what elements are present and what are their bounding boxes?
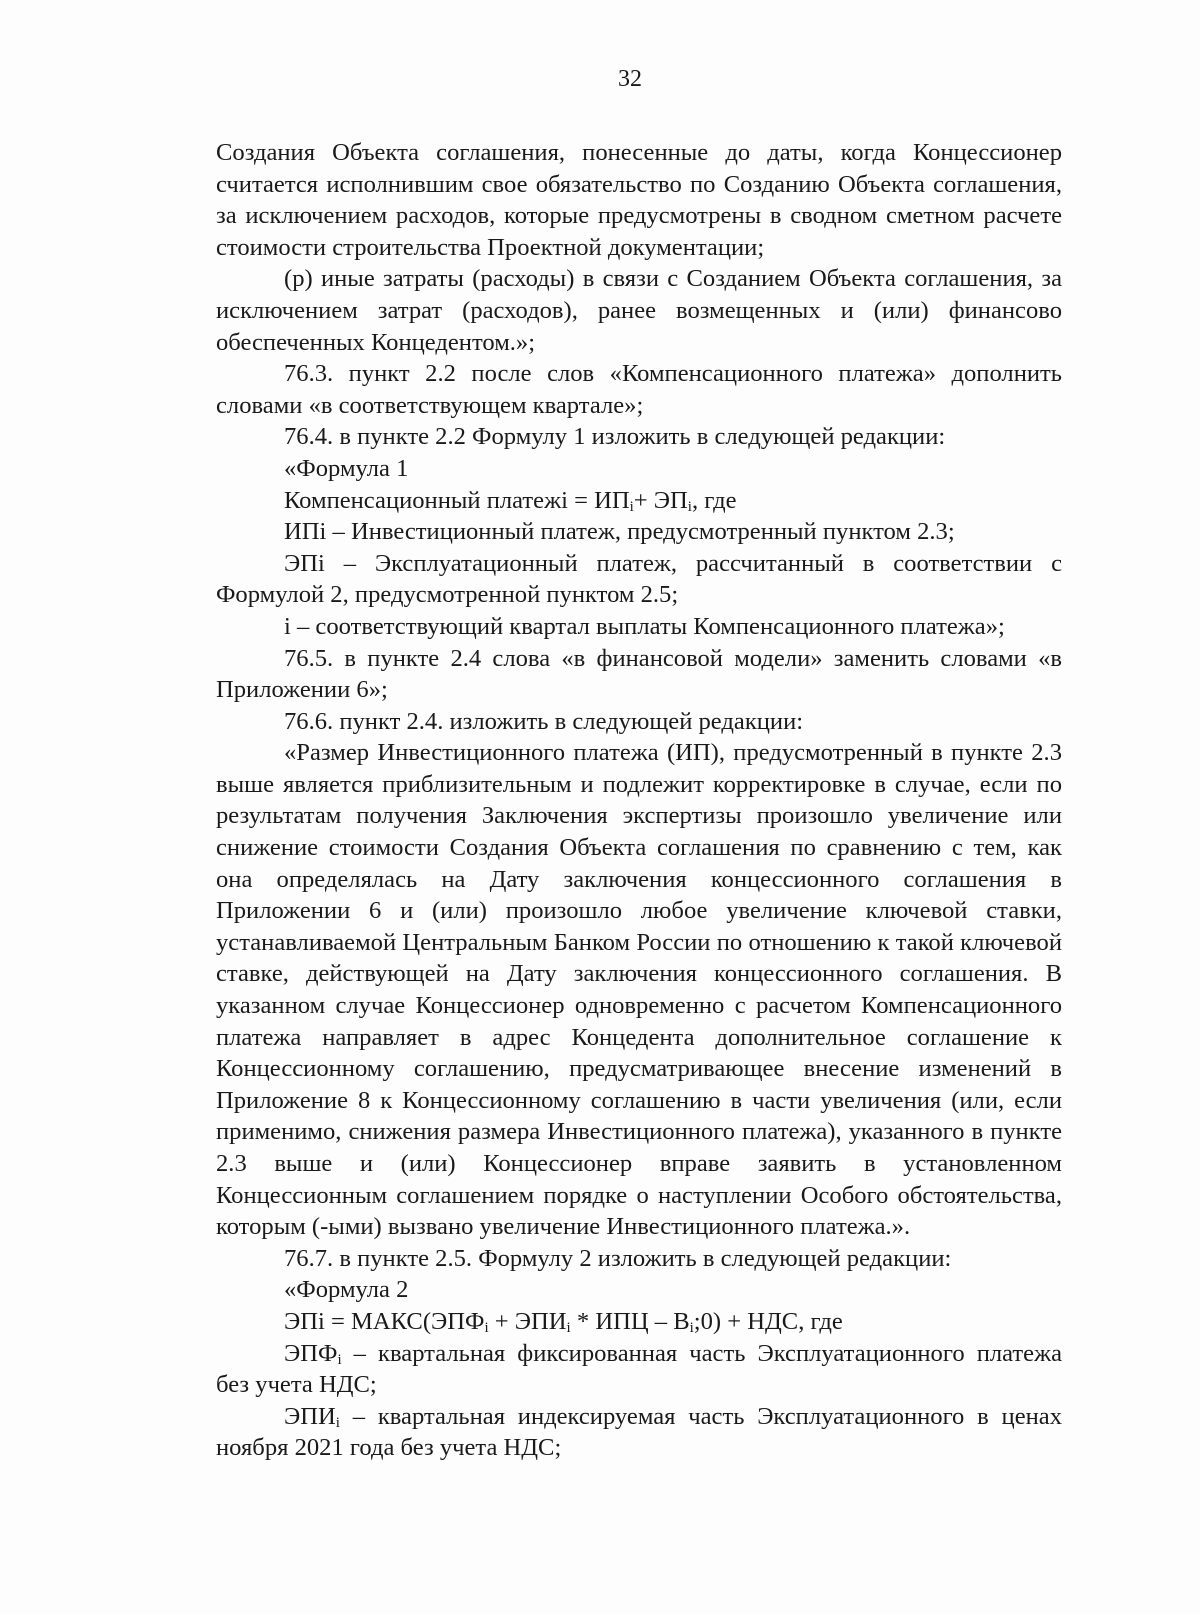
definition-epi [216, 1401, 1062, 1464]
formula-1-part-c: , где [691, 486, 737, 514]
paragraph-76-4: 76.4. в пункте 2.2 Формулу 1 изложить в следующей редакции: [284, 423, 946, 451]
page-number: 32 [618, 66, 642, 92]
formula-1-subscript: i [687, 498, 692, 515]
definition-ep: ЭПi – Эксплуатационный платеж, рассчитанный в соответствии с Формулой 2, предусмотренной пунктом 2.5; [216, 549, 1062, 609]
definition-epf-term: ЭПФ [284, 1339, 338, 1367]
formula-2 [216, 1306, 1062, 1338]
paragraph-76-7: 76.7. в пункте 2.5. Формулу 2 изложить в следующей редакции: [284, 1244, 952, 1272]
formula-1-heading: «Формула 1 [284, 454, 409, 482]
definition-epi-subscript: i [335, 1414, 340, 1431]
formula-2-part-b: + ЭПИ [488, 1307, 567, 1335]
definition-epf [216, 1338, 1062, 1401]
formula-1-subscript: i [629, 498, 634, 515]
paragraph-76-5: 76.5. в пункте 2.4 слова «в финансовой модели» заменить словами «в Приложении 6»; [216, 644, 1062, 704]
formula-2-subscript: i [689, 1319, 694, 1336]
formula-1-part-a: Компенсационный платежi = ИП [284, 486, 630, 514]
formula-2-part-a: ЭПi = МАКС(ЭПФ [284, 1307, 485, 1335]
formula-2-subscript: i [566, 1319, 571, 1336]
paragraph-investment-payment: «Размер Инвестиционного платежа (ИП), предусмотренный в пункте 2.3 выше является приблизительным и подлежит корректировке в случае, если по результатам получения Заключения экспертизы произошло увеличение или снижение стоимости Создания Объекта соглашения по сравнению с тем, как она определялась на Дату заключения концессионного соглашения в Приложении 6 и (или) произошло любое увеличение ключевой ставки, устанавливаемой Центральным Банком России по отношению к такой ключевой ставке, действующей на Дату заключения концессионного соглашения. В указанном случае Концессионер одновременно с расчетом Компенсационного платежа направляет в адрес Концедента дополнительное соглашение к Концессионному соглашению, предусматривающее внесение изменений в Приложение 8 к Концессионному соглашению в части увеличения (или, если применимо, снижения размера Инвестиционного платежа), указанного в пункте 2.3 выше и (или) Концессионер вправе заявить в установленном Концессионным соглашением порядке о наступлении Особого обстоятельства, которым (-ыми) вызвано увеличение Инвестиционного платежа.». [216, 739, 1062, 1241]
definition-epi-term: ЭПИ [284, 1402, 336, 1430]
document-body [216, 137, 1062, 1464]
definition-i: i – соответствующий квартал выплаты Компенсационного платежа»; [284, 612, 1005, 640]
definition-epi-text: – квартальная индексируемая часть Эксплуатационного в ценах ноября 2021 года без учета НДС; [216, 1402, 1062, 1462]
formula-2-subscript: i [484, 1319, 489, 1336]
formula-2-heading: «Формула 2 [284, 1276, 409, 1304]
definition-ip: ИПi – Инвестиционный платеж, предусмотренный пунктом 2.3; [284, 518, 955, 546]
formula-1 [216, 485, 1062, 517]
paragraph-76-6: 76.6. пункт 2.4. изложить в следующей редакции: [284, 707, 804, 735]
paragraph-continuation: Создания Объекта соглашения, понесенные до даты, когда Концессионер считается исполнившим свое обязательство по Созданию Объекта соглашения, за исключением расходов, которые предусмотрены в сводном сметном расчете стоимости строительства Проектной документации; [216, 139, 1062, 261]
formula-2-part-c: * ИПЦ – В [570, 1307, 690, 1335]
paragraph-item-r: (р) иные затраты (расходы) в связи с Созданием Объекта соглашения, за исключением затрат (расходов), ранее возмещенных и (или) финансово обеспеченных Концедентом.»; [216, 265, 1062, 356]
paragraph-76-3: 76.3. пункт 2.2 после слов «Компенсационного платежа» дополнить словами «в соответствующем квартале»; [216, 360, 1062, 419]
formula-1-part-b: + ЭП [633, 486, 688, 514]
formula-2-part-d: ;0) + НДС, где [693, 1307, 843, 1335]
definition-epf-subscript: i [337, 1351, 342, 1368]
definition-epf-text: – квартальная фиксированная часть Эксплуатационного платежа без учета НДС; [216, 1339, 1062, 1399]
